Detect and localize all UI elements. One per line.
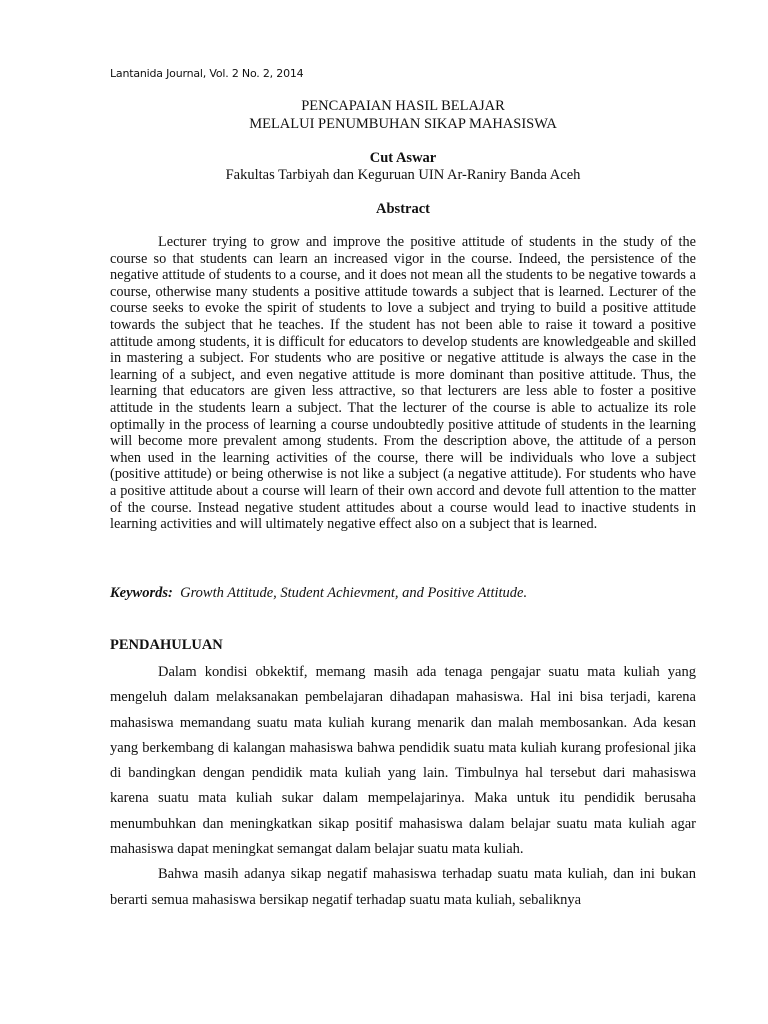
author-name: Cut Aswar — [369, 150, 437, 166]
abstract-text: Lecturer trying to grow and improve the positive attitude of students in the study of the course so that students can learn an increased vigor in the course. Indeed, the persistence of the negative attitude of students to a course, and it does not mean all the students to be negative towards a course, otherwise many students a positive attitude towards a subject that is learned. Lecturer of the course seeks to evoke the spirit of students to love a subject and trying to build a positive attitude towards the subject that he teaches. If the student has not been able to raise it toward a positive attitude among students, it is difficult for educators to develop students are knowledgeable and skilled in mastering a subject. For students who are positive or negative attitude is always the case in the learning of a subject, and even negative attitude is more dominant than positive attitude. Thus, the learning that educators are given less attractive, so that lecturers are less able to foster a positive attitude in the students learn a subject. That the lecturer of the course is able to actualize its role optimally in the process of learning a course undoubtedly positive attitude of students in the learning will become more prevalent among students. From the description above, the attitude of a person when used in the learning activities of the course, there will be individuals who love a subject (positive attitude) or being otherwise is not like a subject (a negative attitude). For students who have a positive attitude about a course will learn of their own accord and devote full attention to the matter of the course. Instead negative student attitudes about a course would lead to inactive students in learning activities and will ultimately negative effect also on a subject that is learned. — [110, 234, 696, 533]
section-body — [110, 660, 696, 913]
paper-title-line-2: MELALUI PENUMBUHAN SIKAP MAHASISWA — [249, 116, 557, 132]
body-paragraph-2: Bahwa masih adanya sikap negatif mahasiswa terhadap suatu mata kuliah, dan ini bukan berarti semua mahasiswa bersikap negatif terhadap suatu mata kuliah, sebaliknya — [110, 866, 696, 908]
paper-title-line-1: PENCAPAIAN HASIL BELAJAR — [301, 98, 505, 114]
keywords-label: Keywords: — [110, 585, 173, 601]
abstract-heading: Abstract — [376, 201, 430, 217]
body-paragraph-1: Dalam kondisi obkektif, memang masih ada tenaga pengajar suatu mata kuliah yang mengeluh dalam melaksanakan pembelajaran dihadapan mahasiswa. Hal ini bisa terjadi, karena mahasiswa memandang suatu mata kuliah kurang menarik dan malah membosankan. Ada kesan yang berkembang di kalangan mahasiswa bahwa pendidik suatu mata kuliah kurang profesional jika di bandingkan dengan pendidik mata kuliah yang lain. Timbulnya hal tersebut dari mahasiswa karena suatu mata kuliah sukar dalam mempelajarinya. Maka untuk itu pendidik berusaha menumbuhkan dan meningkatkan sikap positif mahasiswa dalam belajar suatu mata kuliah agar mahasiswa dapat meningkat semangat dalam belajar suatu mata kuliah. — [110, 664, 696, 858]
keywords-text: Growth Attitude, Student Achievment, and Positive Attitude. — [180, 585, 528, 601]
section-heading: PENDAHULUAN — [110, 637, 223, 653]
author-affiliation: Fakultas Tarbiyah dan Keguruan UIN Ar-Raniry Banda Aceh — [225, 167, 581, 183]
running-head: Lantanida Journal, Vol. 2 No. 2, 2014 — [110, 67, 304, 80]
keywords — [110, 585, 696, 602]
